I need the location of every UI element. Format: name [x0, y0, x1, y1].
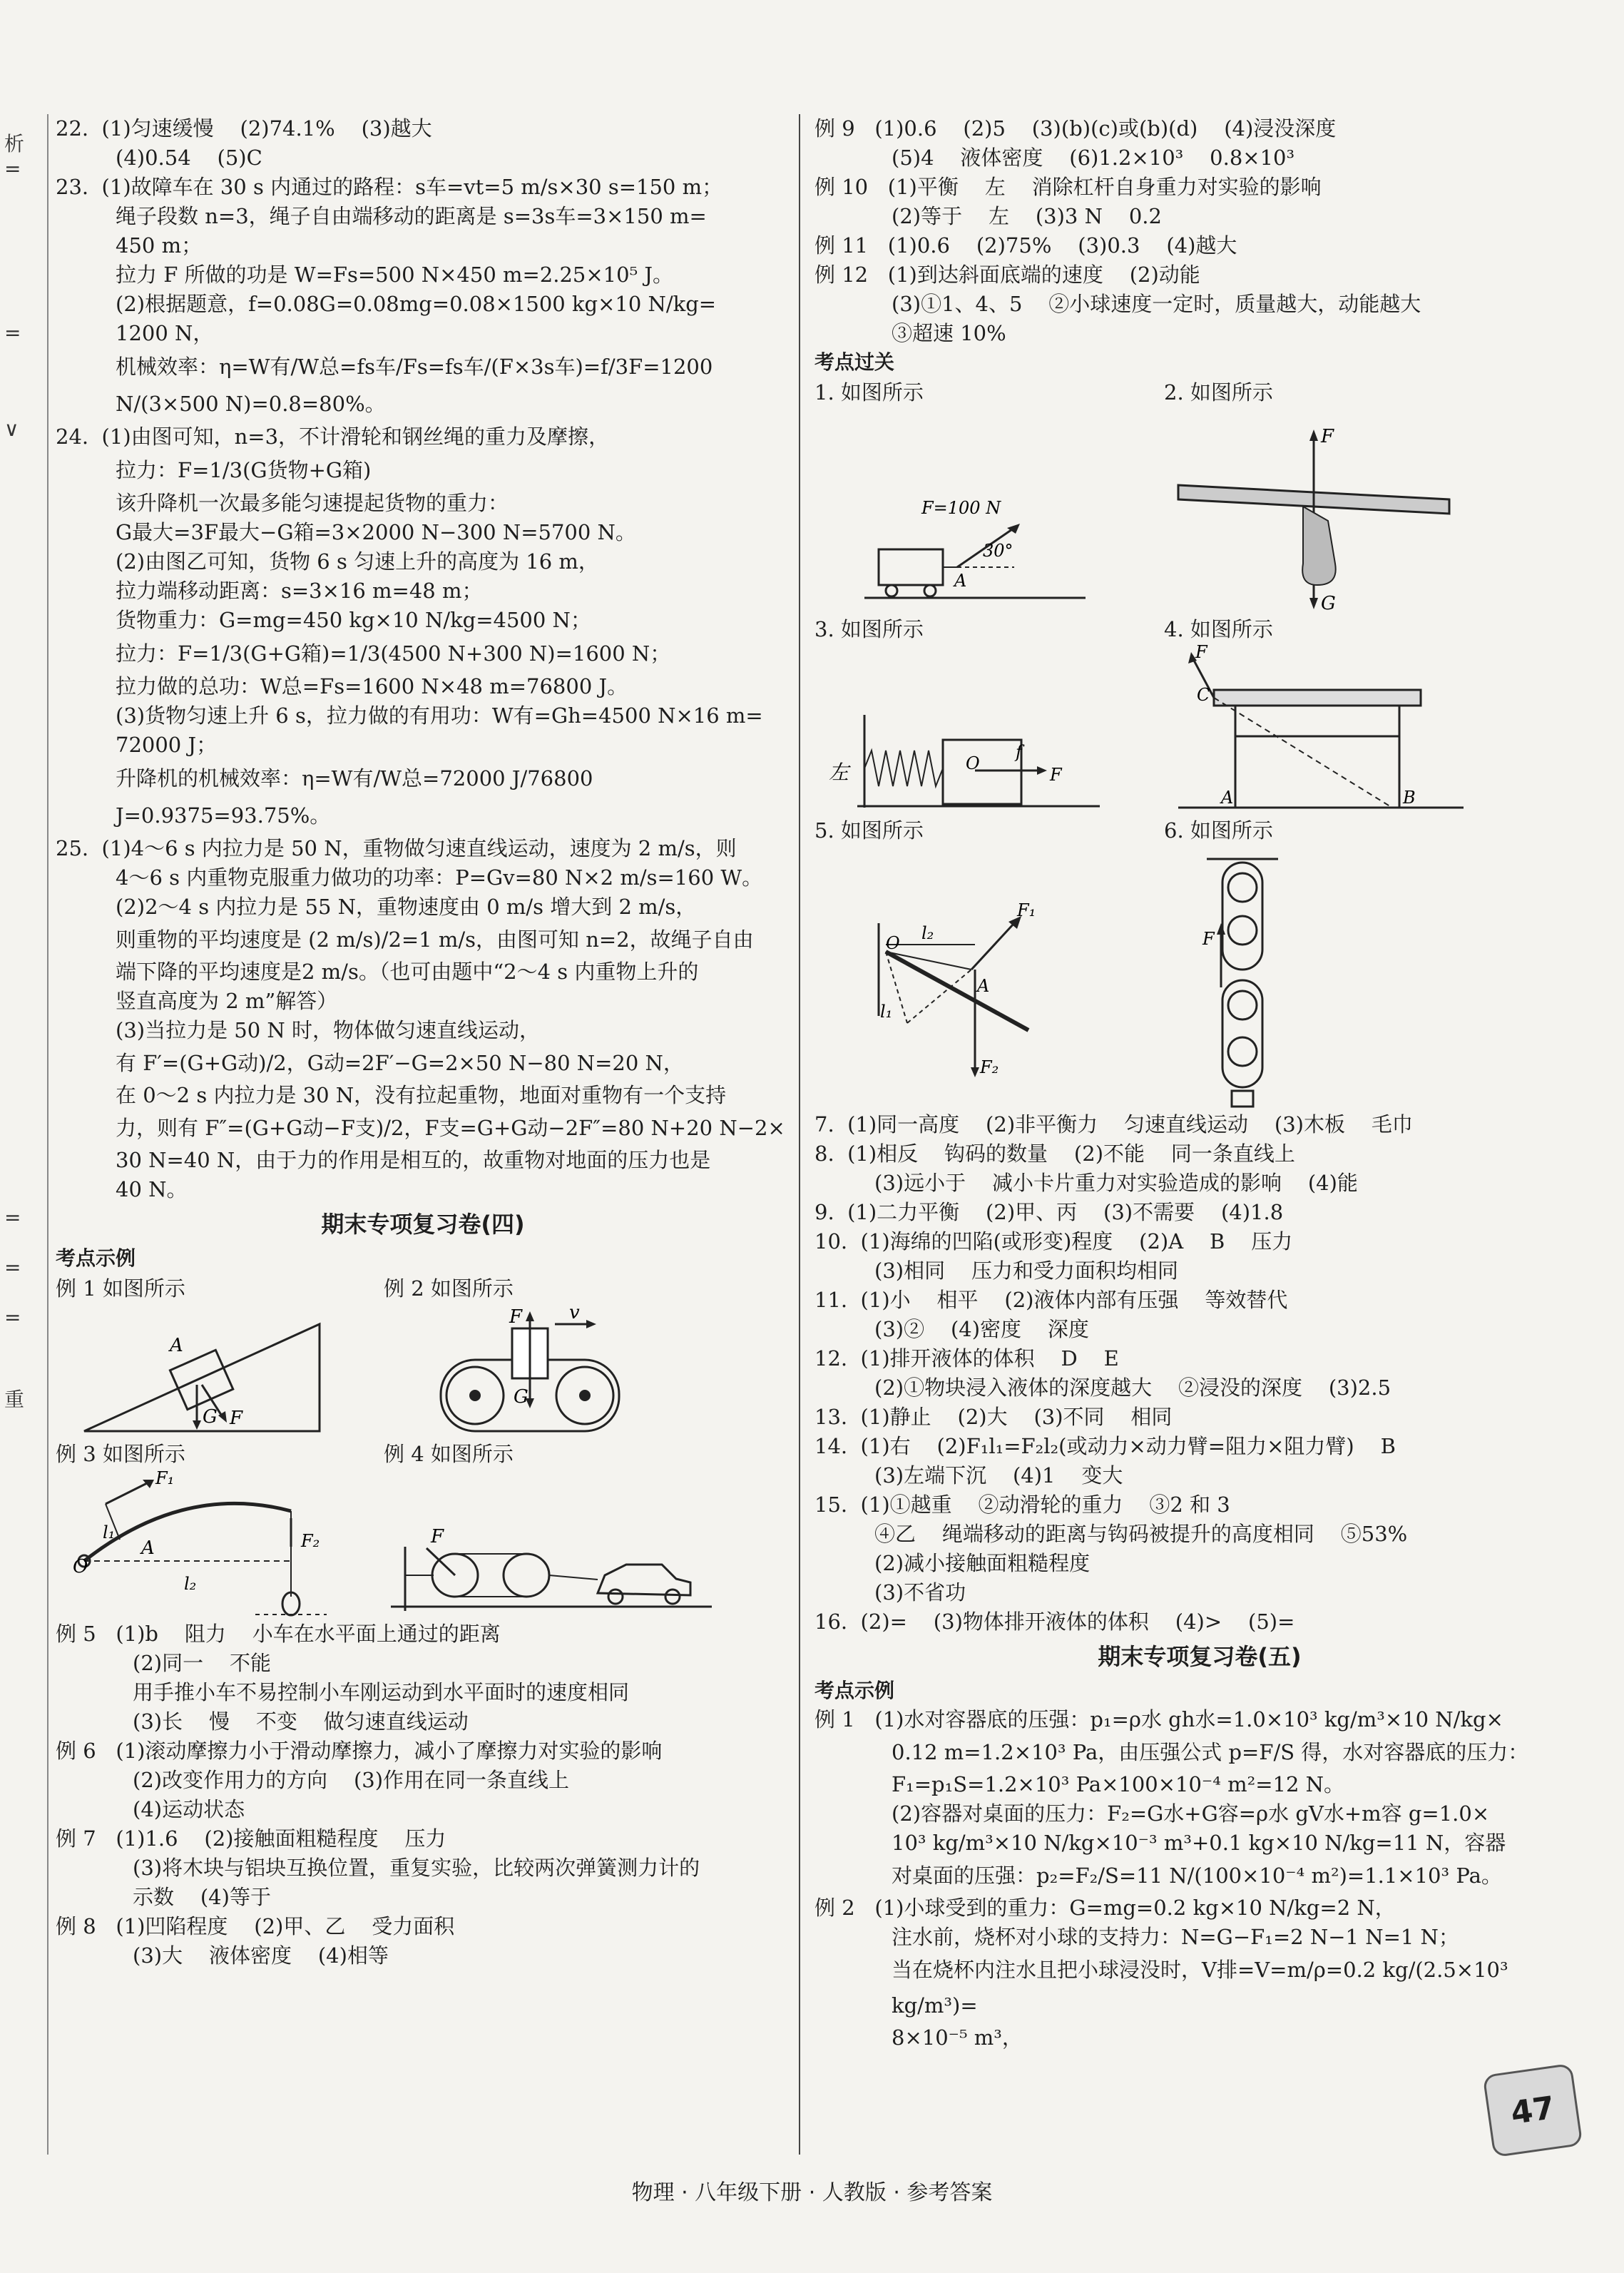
- answer-line: 例 12 (1)到达斜面底端的速度 (2)动能: [814, 263, 1200, 287]
- figure-label: 例 4 如图所示: [384, 1442, 514, 1466]
- answer-line: 1200 N，: [116, 321, 214, 345]
- answer-line: 40 N。: [116, 1177, 188, 1201]
- answer-line: 10³ kg/m³×10 N/kg×10⁻³ m³+0.1 kg×10 N/kg=11 N，容器: [892, 1831, 1506, 1855]
- figure-row: [814, 378, 1585, 614]
- answer-line: (3)将木块与铝块互换位置，重复实验，比较两次弹簧测力计的: [133, 1856, 700, 1880]
- answer-line: (5)4 液体密度 (6)1.2×10³ 0.8×10³: [892, 146, 1295, 170]
- answer-line: 22. (1)匀速缓慢 (2)74.1% (3)越大: [56, 116, 432, 141]
- figure-label: 6. 如图所示: [1164, 818, 1273, 843]
- answer-line: 例 9 (1)0.6 (2)5 (3)(b)(c)或(b)(d) (4)浸没深度: [814, 116, 1337, 141]
- edge-char: =: [4, 1256, 21, 1279]
- answer-line: 8. (1)相反 钩码的数量 (2)不能 同一条直线上: [814, 1141, 1295, 1166]
- label-F2: F₂: [301, 1531, 320, 1551]
- label-G: G: [203, 1406, 218, 1428]
- formula-line: 0.12 m=1.2×10³ Pa，由压强公式 p=F/S 得，水对容器底的压力：: [892, 1740, 1529, 1764]
- formula-line: 当在烧杯内注水且把小球浸没时，V排=V=m/ρ=0.2 kg/(2.5×10³ kg/m³)=: [892, 1958, 1515, 2018]
- balanced-ruler-diagram: [1164, 407, 1471, 614]
- edge-char: =: [4, 321, 21, 345]
- answer-line: 7. (1)同一高度 (2)非平衡力 匀速直线运动 (3)木板 毛巾: [814, 1112, 1413, 1136]
- label-F: F: [431, 1526, 444, 1547]
- margin-rule: [47, 114, 48, 2155]
- figure-2: [1164, 378, 1485, 614]
- answer-line: 端下降的平均速度是2 m/s。（也可由题中“2～4 s 内重物上升的: [116, 960, 699, 984]
- example-4-figure: [384, 1440, 740, 1618]
- formula-line: 机械效率：η=W有/W总=fs车/Fs=fs车/(F×3s车)=f/3F=1200 N/(3×500 N)=0.8=80%。: [116, 355, 720, 416]
- answer-line: 例 5 (1)b 阻力 小车在水平面上通过的距离: [56, 1622, 501, 1646]
- label-C: C: [1197, 685, 1210, 705]
- figure-label: 4. 如图所示: [1164, 617, 1273, 641]
- figure-label: 5. 如图所示: [814, 818, 924, 843]
- edge-char: =: [4, 1206, 21, 1229]
- answer-line: 示数 (4)等于: [133, 1885, 271, 1909]
- example-2-figure: [384, 1274, 683, 1438]
- label-O: O: [73, 1556, 88, 1577]
- figure-3: [814, 615, 1135, 815]
- answer-line: ④乙 绳端移动的距离与钩码被提升的高度相同 ⑤53%: [874, 1522, 1408, 1546]
- answer-line: (3)当拉力是 50 N 时，物体做匀速直线运动，: [116, 1018, 541, 1042]
- answer-line: 450 m；: [116, 233, 203, 258]
- conveyor-diagram: [384, 1303, 669, 1438]
- formula-line: 对桌面的压强：p₂=F₂/S=11 N/(100×10⁻⁴ m²)=1.1×10³ Pa。: [892, 1863, 1502, 1888]
- figure-label: 例 2 如图所示: [384, 1276, 514, 1301]
- answer-line: 12. (1)排开液体的体积 D E: [814, 1346, 1119, 1371]
- section-title-4: 期末专项复习卷(四): [321, 1211, 525, 1238]
- figure-label: 例 3 如图所示: [56, 1442, 185, 1466]
- answer-line: F₁=p₁S=1.2×10³ Pa×100×10⁻⁴ m²=12 N。: [892, 1772, 1344, 1796]
- left-column: [56, 114, 790, 1971]
- answer-line: 25. (1)4～6 s 内拉力是 50 N，重物做匀速直线运动，速度为 2 m/s，则: [56, 836, 737, 860]
- column-divider: [799, 114, 800, 2155]
- answer-line: 注水前，烧杯对小球的支持力：N=G−F₁=2 N−1 N=1 N；: [892, 1925, 1459, 1949]
- answer-line: (2)同一 不能: [133, 1651, 271, 1675]
- answer-line: 24. (1)由图可知，n=3，不计滑轮和钢丝绳的重力及摩擦，: [56, 424, 610, 449]
- formula-line: 则重物的平均速度是 (2 m/s)/2=1 m/s，由图可知 n=2，故绳子自由: [116, 927, 754, 952]
- answer-line: 例 2 (1)小球受到的重力：G=mg=0.2 kg×10 N/kg=2 N，: [814, 1896, 1396, 1920]
- label-F1: F₁: [1017, 900, 1036, 920]
- answer-line: 72000 J；: [116, 733, 218, 757]
- answer-line: (2)由图乙可知，货物 6 s 匀速上升的高度为 16 m，: [116, 549, 599, 574]
- label-force: F=100 N: [921, 498, 1001, 518]
- label-A: A: [977, 976, 990, 996]
- example-3-figure: [56, 1440, 355, 1618]
- label-O: O: [966, 753, 980, 773]
- edge-char: ∨: [4, 417, 19, 441]
- label-A: A: [141, 1537, 155, 1559]
- figure-1: [814, 378, 1135, 614]
- answer-line: (3)② (4)密度 深度: [874, 1317, 1089, 1341]
- label-A: A: [1221, 788, 1234, 808]
- pulley-car-diagram: [384, 1468, 726, 1618]
- formula-line: 有 F′=(G+G动)/2，G动=2F′−G=2×50 N−80 N=20 N，: [116, 1051, 684, 1075]
- answer-line: 该升降机一次最多能匀速提起货物的重力：: [116, 491, 509, 515]
- answer-line: 在 0～2 s 内拉力是 30 N，没有拉起重物，地面对重物有一个支持: [116, 1083, 727, 1107]
- answer-line: (2)等于 左 (3)3 N 0.2: [892, 204, 1162, 228]
- label-F: F: [509, 1306, 523, 1328]
- spring-block-diagram: [814, 644, 1121, 815]
- answer-line: 例 10 (1)平衡 左 消除杠杆自身重力对实验的影响: [814, 175, 1322, 199]
- answer-line: 15. (1)①越重 ②动滑轮的重力 ③2 和 3: [814, 1493, 1230, 1517]
- edge-char: =: [4, 1306, 21, 1329]
- label-l2: l₂: [184, 1574, 197, 1594]
- answer-line: (3)长 慢 不变 做匀速直线运动: [133, 1709, 469, 1734]
- label-left: 左: [829, 761, 849, 784]
- formula-line: 拉力：F=1/3(G货物+G箱): [116, 458, 372, 482]
- answer-line: 例 8 (1)凹陷程度 (2)甲、乙 受力面积: [56, 1914, 455, 1938]
- formula-line: 力，则有 F″=(G+G动−F支)/2，F支=G+G动−2F″=80 N+20 N−2×: [116, 1116, 785, 1140]
- label-F: F: [1195, 644, 1207, 662]
- figure-row: [56, 1274, 790, 1438]
- figure-6: [1164, 816, 1485, 1109]
- fishing-rod-diagram: [56, 1468, 341, 1618]
- label-O: O: [886, 933, 900, 953]
- figure-label: 2. 如图所示: [1164, 380, 1273, 405]
- label-A: A: [170, 1335, 183, 1356]
- answer-line: 绳子段数 n=3，绳子自由端移动的距离是 s=3s车=3×150 m=: [116, 204, 707, 228]
- edge-char: 析: [4, 132, 25, 156]
- formula-line: 升降机的机械效率：η=W有/W总=72000 J/76800 J=0.9375=93.75%。: [116, 766, 600, 828]
- figure-label: 3. 如图所示: [814, 617, 924, 641]
- answer-line: (3)大 液体密度 (4)相等: [133, 1943, 389, 1968]
- figure-row: [56, 1440, 790, 1618]
- label-l1: l₁: [880, 1002, 893, 1022]
- label-F1: F₁: [155, 1468, 175, 1488]
- answer-line: 例 7 (1)1.6 (2)接触面粗糙程度 压力: [56, 1826, 446, 1851]
- answer-line: 13. (1)静止 (2)大 (3)不同 相同: [814, 1405, 1173, 1429]
- answer-line: (3)不省功: [874, 1580, 966, 1605]
- figure-row: [814, 816, 1585, 1109]
- answer-line: (2)2～4 s 内拉力是 55 N，重物速度由 0 m/s 增大到 2 m/s，: [116, 895, 697, 919]
- label-l1: l₁: [103, 1522, 116, 1542]
- label-F: F: [230, 1408, 243, 1429]
- answer-line: (3)左端下沉 (4)1 变大: [874, 1463, 1123, 1488]
- answer-line: (2)①物块浸入液体的深度越大 ②浸没的深度 (3)2.5: [874, 1376, 1391, 1400]
- label-G: G: [1321, 593, 1336, 614]
- figure-5: [814, 816, 1135, 1109]
- figure-4: [1164, 615, 1485, 815]
- answer-line: 例 6 (1)滚动摩擦力小于滑动摩擦力，减小了摩擦力对实验的影响: [56, 1739, 663, 1763]
- subsection-heading: 考点过关: [814, 350, 895, 374]
- answer-line: (3)远小于 减小卡片重力对实验造成的影响 (4)能: [874, 1171, 1358, 1195]
- example-1-figure: [56, 1274, 355, 1438]
- answer-line: 10. (1)海绵的凹陷(或形变)程度 (2)A B 压力: [814, 1229, 1293, 1254]
- label-F: F: [1202, 929, 1215, 949]
- answer-line: (3)①1、4、5 ②小球速度一定时，质量越大，动能越大: [892, 292, 1421, 316]
- subsection-heading: 考点示例: [56, 1246, 136, 1270]
- answer-line: 竖直高度为 2 m”解答）: [116, 989, 338, 1013]
- answer-line: 30 N=40 N，由于力的作用是相互的，故重物对地面的压力也是: [116, 1148, 711, 1172]
- answer-line: 拉力做的总功：W总=Fs=1600 N×48 m=76800 J。: [116, 674, 628, 698]
- edge-char: 重: [4, 1388, 25, 1411]
- right-column: [814, 114, 1585, 2053]
- answer-line: (2)根据题意，f=0.08G=0.08mg=0.08×1500 kg×10 N/kg=: [116, 292, 717, 316]
- incline-diagram: [56, 1303, 341, 1438]
- label-F: F: [1321, 426, 1334, 447]
- label-v: v: [569, 1303, 580, 1323]
- edge-char: =: [4, 157, 21, 180]
- label-G: G: [514, 1386, 528, 1408]
- answer-line: ③超速 10%: [892, 321, 1006, 345]
- answer-line: 拉力 F 所做的功是 W=Fs=500 N×450 m=2.25×10⁵ J。: [116, 263, 674, 287]
- table-lever-diagram: [1164, 644, 1471, 815]
- answer-line: 14. (1)右 (2)F₁l₁=F₂l₂(或动力×动力臂=阻力×阻力臂) B: [814, 1434, 1396, 1458]
- label-A: A: [954, 571, 967, 591]
- label-F: F: [1050, 765, 1062, 785]
- answer-line: 例 11 (1)0.6 (2)75% (3)0.3 (4)越大: [814, 233, 1237, 258]
- subsection-heading: 考点示例: [814, 1679, 895, 1702]
- cart-force-diagram: [814, 407, 1121, 614]
- label-l2: l₂: [921, 923, 934, 943]
- pulley-block-diagram: [1164, 845, 1471, 1109]
- answer-line: 拉力端移动距离：s=3×16 m=48 m；: [116, 579, 483, 603]
- answer-line: (3)相同 压力和受力面积均相同: [874, 1258, 1178, 1283]
- answer-line: (2)容器对桌面的压力：F₂=G水+G容=ρ水 gV水+m容 g=1.0×: [892, 1801, 1490, 1826]
- answer-line: 例 1 (1)水对容器底的压强：p₁=ρ水 gh水=1.0×10³ kg/m³×10 N/kg×: [814, 1707, 1503, 1732]
- page-footer: 物理 · 八年级下册 · 人教版 · 参考答案: [631, 2180, 993, 2205]
- answer-line: 11. (1)小 相平 (2)液体内部有压强 等效替代: [814, 1288, 1288, 1312]
- answer-line: 4～6 s 内重物克服重力做功的功率：P=Gv=80 N×2 m/s=160 W。: [116, 865, 763, 890]
- label-F2: F₂: [980, 1057, 999, 1077]
- figure-label: 1. 如图所示: [814, 380, 924, 405]
- formula-line: 拉力：F=1/3(G+G箱)=1/3(4500 N+300 N)=1600 N；: [116, 641, 671, 666]
- figure-row: [814, 615, 1585, 815]
- answer-line: 货物重力：G=mg=450 kg×10 N/kg=4500 N；: [116, 608, 591, 632]
- answer-line: 8×10⁻⁵ m³，: [892, 2025, 1023, 2050]
- label-angle: 30°: [983, 541, 1013, 561]
- page-number-badge: 47: [1483, 2063, 1583, 2157]
- section-title-5: 期末专项复习卷(五): [1098, 1643, 1302, 1670]
- answer-line: 16. (2)= (3)物体排开液体的体积 (4)> (5)=: [814, 1610, 1295, 1634]
- answer-line: (2)改变作用力的方向 (3)作用在同一条直线上: [133, 1768, 570, 1792]
- answer-line: (4)0.54 (5)C: [116, 146, 262, 170]
- lever-arm-diagram: [814, 845, 1121, 1109]
- figure-label: 例 1 如图所示: [56, 1276, 185, 1301]
- label-B: B: [1403, 788, 1416, 808]
- label-f: f: [1016, 742, 1022, 762]
- answer-line: G最大=3F最大−G箱=3×2000 N−300 N=5700 N。: [116, 520, 636, 544]
- answer-line: 用手推小车不易控制小车刚运动到水平面时的速度相同: [133, 1680, 630, 1704]
- answer-line: 23. (1)故障车在 30 s 内通过的路程：s车=vt=5 m/s×30 s=150 m；: [56, 175, 723, 199]
- answer-line: 9. (1)二力平衡 (2)甲、丙 (3)不需要 (4)1.8: [814, 1200, 1284, 1224]
- answer-line: (3)货物匀速上升 6 s，拉力做的有用功：W有=Gh=4500 N×16 m=: [116, 703, 763, 728]
- answer-line: (4)运动状态: [133, 1797, 245, 1821]
- answer-line: (2)减小接触面粗糙程度: [874, 1551, 1091, 1575]
